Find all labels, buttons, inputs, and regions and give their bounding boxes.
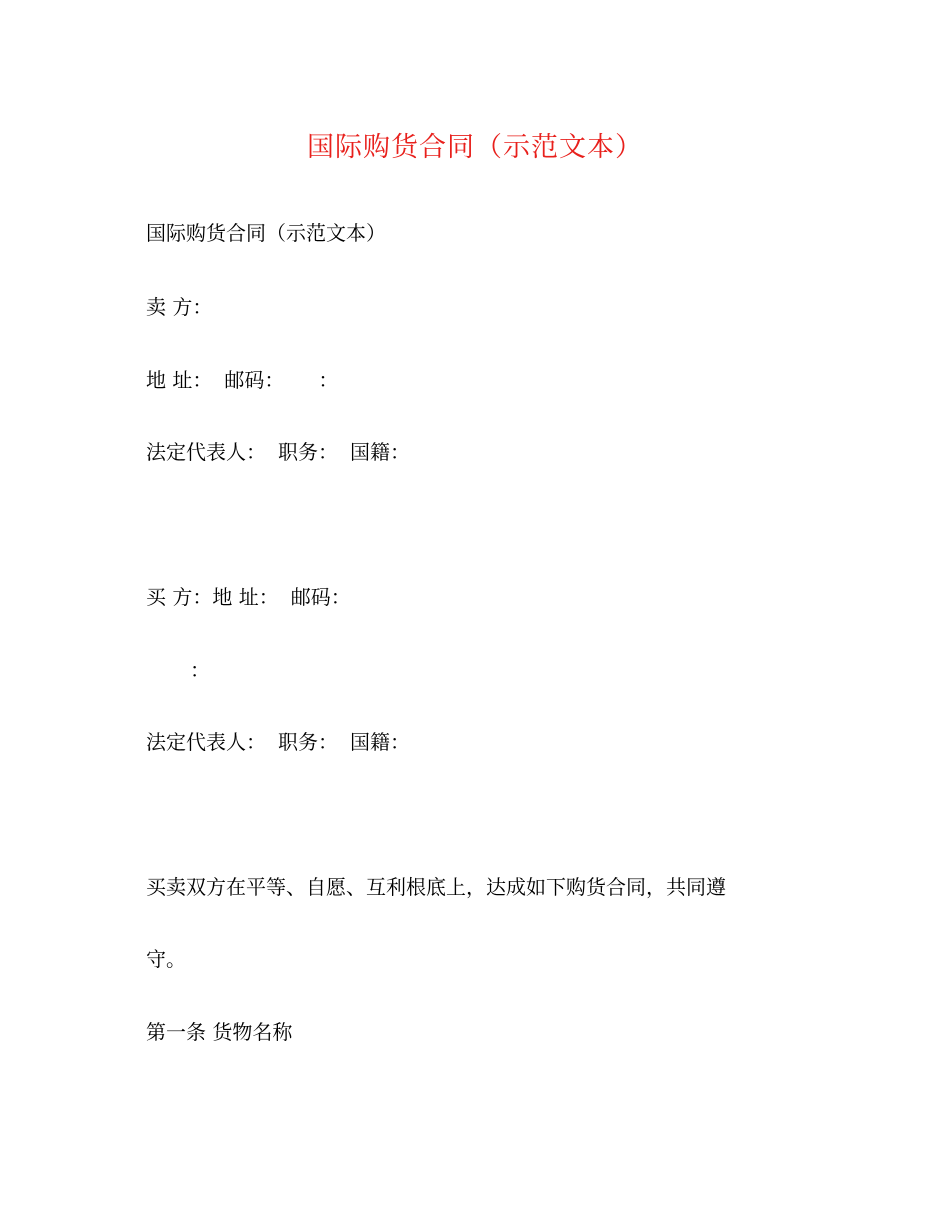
buyer-postcode-line xyxy=(146,655,216,685)
buyer-rep-line xyxy=(146,727,410,757)
seller-rep-line xyxy=(146,437,410,467)
buyer-postcode-label: 邮码： xyxy=(290,585,351,609)
buyer-colon-label: ： xyxy=(190,658,210,682)
seller-address-line xyxy=(146,365,344,395)
seller-postcode-label: 邮码： xyxy=(224,368,275,392)
buyer-position-label: 职务： xyxy=(278,730,338,754)
buyer-label: 买 方： xyxy=(146,585,213,609)
preamble-line-2: 守。 xyxy=(146,947,186,971)
article-1-line xyxy=(146,1017,292,1047)
seller-rep-label: 法定代表人： xyxy=(146,440,266,464)
preamble-line-1: 买卖双方在平等、自愿、互利根底上，达成如下购货合同，共同遵 xyxy=(146,875,726,899)
seller-position-label: 职务： xyxy=(278,440,338,464)
seller-colon-label: ： xyxy=(318,368,339,392)
buyer-address-label: 地 址： xyxy=(212,585,279,609)
seller-label: 卖 方： xyxy=(146,295,213,319)
seller-line xyxy=(146,292,212,322)
buyer-line xyxy=(146,582,351,612)
seller-address-label: 地 址： xyxy=(146,368,213,392)
buyer-rep-label: 法定代表人： xyxy=(146,730,266,754)
article-1-label: 第一条 货物名称 xyxy=(146,1020,293,1044)
subheading: 国际购货合同（示范文本） xyxy=(146,221,386,245)
buyer-nationality-label: 国籍： xyxy=(350,730,410,754)
seller-nationality-label: 国籍： xyxy=(350,440,410,464)
document-title: 国际购货合同（示范文本） xyxy=(307,132,643,163)
